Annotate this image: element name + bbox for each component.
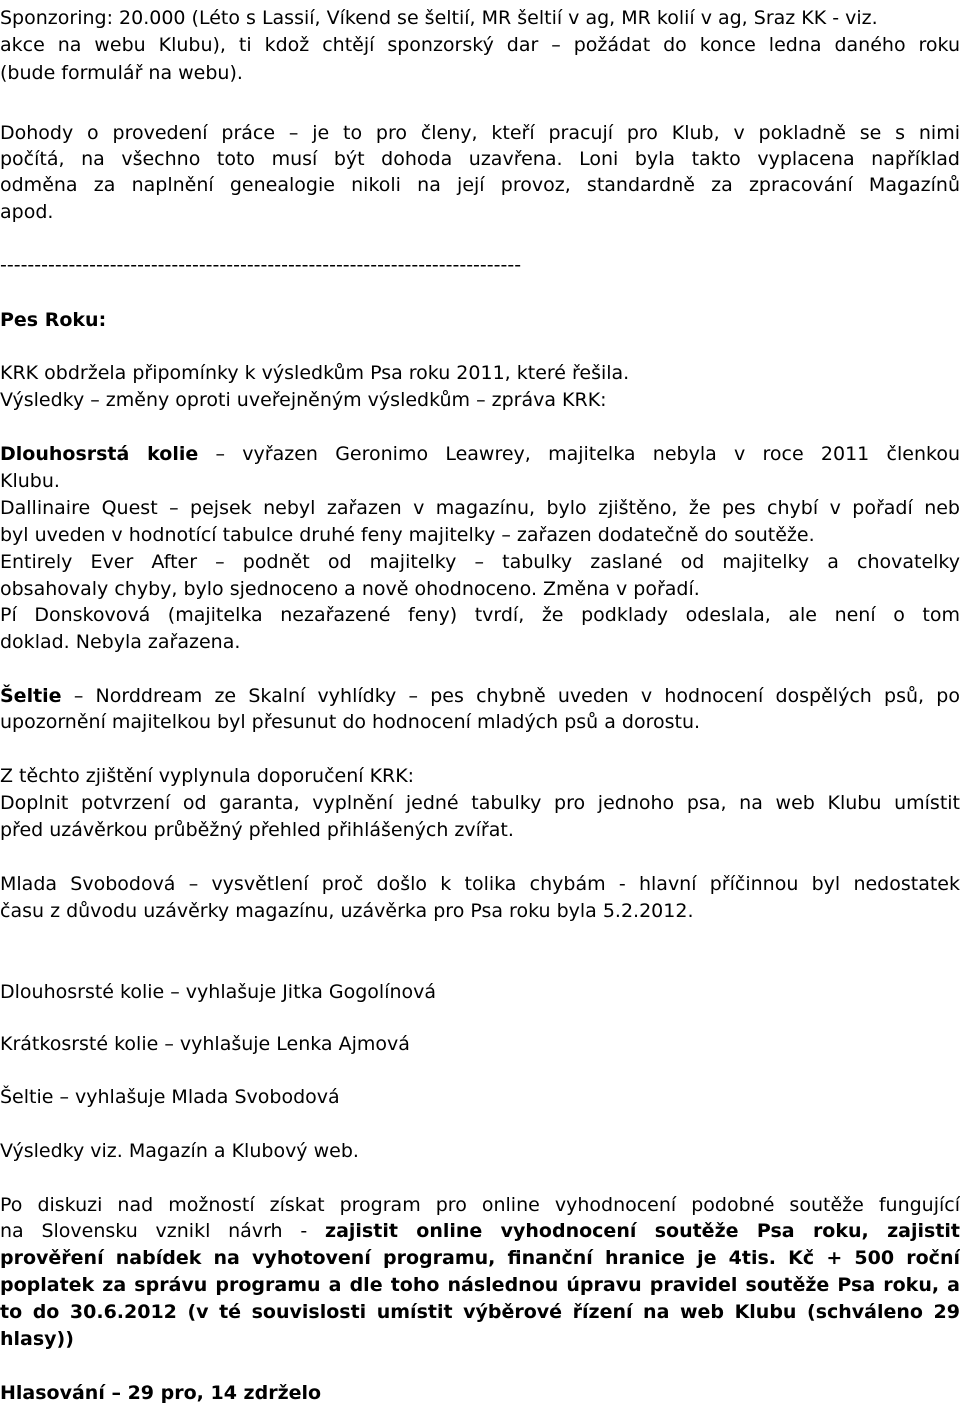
announce-short-collie: Krátkosrsté kolie – vyhlašuje Lenka Ajmová (0, 1033, 410, 1055)
recommendation-line-1: Z těchto zjištění vyplynula doporučení KRK: (0, 765, 415, 787)
recommendation-line-2: Doplnit potvrzení od garanta, vyplnění jedné tabulky pro jednoho psa, na web Klubu umístit (0, 792, 960, 814)
sheltie-line-1 (0, 683, 960, 710)
sheltie-line-2: upozornění majitelkou byl přesunut do hodnocení mladých psů a dorostu. (0, 711, 701, 733)
dallinaire-line-2: byl uveden v hodnotící tabulce druhé feny majitelky – zařazen dodatečně do soutěže. (0, 524, 815, 546)
agreements-line-3: odměna za naplnění genealogie nikoli na její provoz, standardně za zpracování Magazínů (0, 174, 960, 196)
online-line-2-plain: na Slovensku vznikl návrh - (0, 1220, 326, 1242)
pes-roku-heading: Pes Roku: (0, 309, 107, 331)
online-line-3: prověření nabídek na vyhotovení programu, finanční hranice je 4tis. Kč + 500 roční (0, 1247, 960, 1269)
entirely-line-2: obsahovaly chyby, bylo sjednoceno a nově ohodnoceno. Změna v pořadí. (0, 578, 700, 600)
sheltie-text: – Norddream ze Skalní vyhlídky – pes chybně uveden v hodnocení dospělých psů, po (61, 685, 960, 707)
vote-result: Hlasování – 29 pro, 14 zdrželo (0, 1382, 322, 1404)
announce-long-collie: Dlouhosrsté kolie – vyhlašuje Jitka Gogolínová (0, 981, 437, 1003)
svobodova-line-2: času z důvodu uzávěrky magazínu, uzávěrka pro Psa roku byla 5.2.2012. (0, 900, 694, 922)
online-line-2-bold: zajistit online vyhodnocení soutěže Psa roku, zajistit (325, 1220, 960, 1242)
donskovova-line-1: Pí Donskovová (majitelka nezařazené feny) tvrdí, že podklady odeslala, ale není o tom (0, 604, 960, 626)
agreements-line-2: počítá, na všechno toto musí být dohoda uzavřena. Loni byla takto vyplacena například (0, 148, 960, 170)
online-line-4: poplatek za správu programu a dle toho následnou úpravu pravidel soutěže Psa roku, a (0, 1274, 960, 1296)
krk-line-2: Výsledky – změny oproti uveřejněným výsledkům – zpráva KRK: (0, 389, 607, 411)
sponsoring-line-2: akce na webu Klubu), ti kdož chtějí sponzorský dar – požádat do konce ledna daného roku (0, 34, 960, 56)
svobodova-line-1: Mlada Svobodová – vysvětlení proč došlo k tolika chybám - hlavní příčinnou byl nedostatek (0, 873, 960, 895)
long-collie-line-2: Klubu. (0, 470, 60, 492)
separator-line: ---------------------------------------------------------------------------- (0, 254, 522, 276)
online-line-5: to do 30.6.2012 (v té souvislosti umístit výběrové řízení na web Klubu (schváleno 29 (0, 1301, 960, 1323)
donskovova-line-2: doklad. Nebyla zařazena. (0, 631, 241, 653)
online-line-6: hlasy)) (0, 1328, 74, 1350)
online-line-2 (0, 1218, 960, 1245)
long-collie-text: – vyřazen Geronimo Leawrey, majitelka nebyla v roce 2011 členkou (198, 443, 960, 465)
dallinaire-line-1: Dallinaire Quest – pejsek nebyl zařazen v magazínu, bylo zjištěno, že pes chybí v pořadí neb (0, 497, 960, 519)
agreements-line-4: apod. (0, 201, 54, 223)
krk-line-1: KRK obdržela připomínky k výsledkům Psa roku 2011, které řešila. (0, 362, 630, 384)
agreements-line-1: Dohody o provedení práce – je to pro členy, kteří pracují pro Klub, v pokladně se s nimi (0, 122, 960, 144)
results-note: Výsledky viz. Magazín a Klubový web. (0, 1140, 359, 1162)
recommendation-line-3: před uzávěrkou průběžný přehled přihlášených zvířat. (0, 819, 514, 841)
sponsoring-line-3: (bude formulář na webu). (0, 62, 243, 84)
sheltie-label: Šeltie (0, 685, 62, 707)
online-line-1: Po diskuzi nad možností získat program pro online vyhodnocení podobné soutěže fungující (0, 1194, 960, 1216)
sponsoring-line-1: Sponzoring: 20.000 (Léto s Lassií, Víkend se šeltií, MR šeltií v ag, MR kolií v ag, Sraz KK - viz. (0, 7, 878, 29)
long-collie-line-1 (0, 441, 960, 468)
announce-sheltie: Šeltie – vyhlašuje Mlada Svobodová (0, 1086, 340, 1108)
long-collie-label: Dlouhosrstá kolie (0, 443, 199, 465)
entirely-line-1: Entirely Ever After – podnět od majitelky – tabulky zaslané od majitelky a chovatelky (0, 551, 960, 573)
